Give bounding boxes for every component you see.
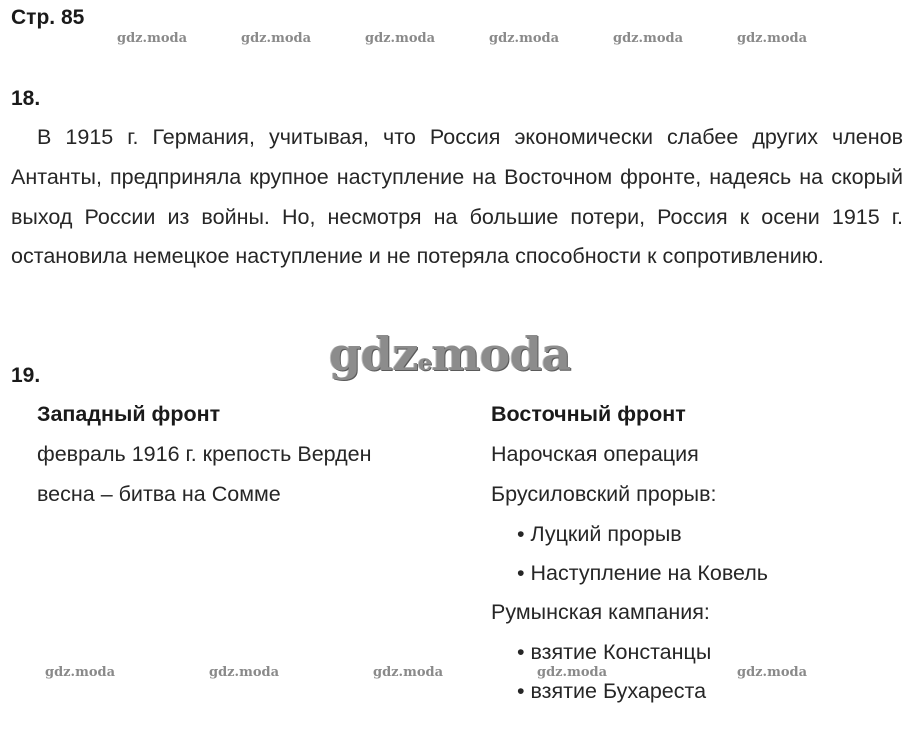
watermark-text: gdz.moda [365, 31, 436, 46]
east-front-item: Брусиловский прорыв: [491, 482, 717, 506]
east-front-item: Румынская кампания: [491, 600, 710, 624]
watermark-text: gdz.moda [45, 665, 116, 680]
east-front-subitem: • взятие Бухареста [517, 679, 707, 703]
west-front-title: Западный фронт [37, 402, 221, 426]
west-front-item: весна – битва на Сомме [37, 482, 281, 506]
task-number-18: 18. [11, 87, 41, 110]
watermark-text: gdz.moda [489, 31, 560, 46]
watermark-text: gdz.moda [737, 665, 808, 680]
watermark-text: gdz.moda [537, 665, 608, 680]
east-front-subitem: • Наступление на Ковель [517, 561, 768, 585]
watermark-text: gdz.moda [737, 31, 808, 46]
west-front-item: февраль 1916 г. крепость Верден [37, 442, 372, 466]
watermark-text: gdz.moda [613, 31, 684, 46]
east-front-item: Нарочская операция [491, 442, 699, 466]
east-front-subitem: • Луцкий прорыв [517, 522, 682, 546]
watermark-text: gdz.moda [117, 31, 188, 46]
watermark-logo-dot: e [417, 350, 432, 376]
watermark-logo-main: gdz [329, 327, 418, 381]
east-front-title: Восточный фронт [491, 402, 686, 426]
watermark-logo [329, 326, 571, 391]
task-number-19: 19. [11, 364, 41, 387]
watermark-text: gdz.moda [241, 31, 312, 46]
watermark-logo-tail: moda [431, 327, 571, 381]
task-18-answer-paragraph: В 1915 г. Германия, учитывая, что Россия экономически слабее других членов Антанты, предприняла крупное наступление на Восточном фронте, надеясь на скорый выход России из войны. Но, несмотря на большие потери, Россия к осени 1915 г. остановила немецкое наступление и не потеряла способности к сопротивлению. [11, 125, 903, 269]
page-number-header: Стр. 85 [11, 6, 85, 29]
watermark-text: gdz.moda [209, 665, 280, 680]
watermark-text: gdz.moda [373, 665, 444, 680]
east-front-subitem: • взятие Констанцы [517, 640, 712, 664]
